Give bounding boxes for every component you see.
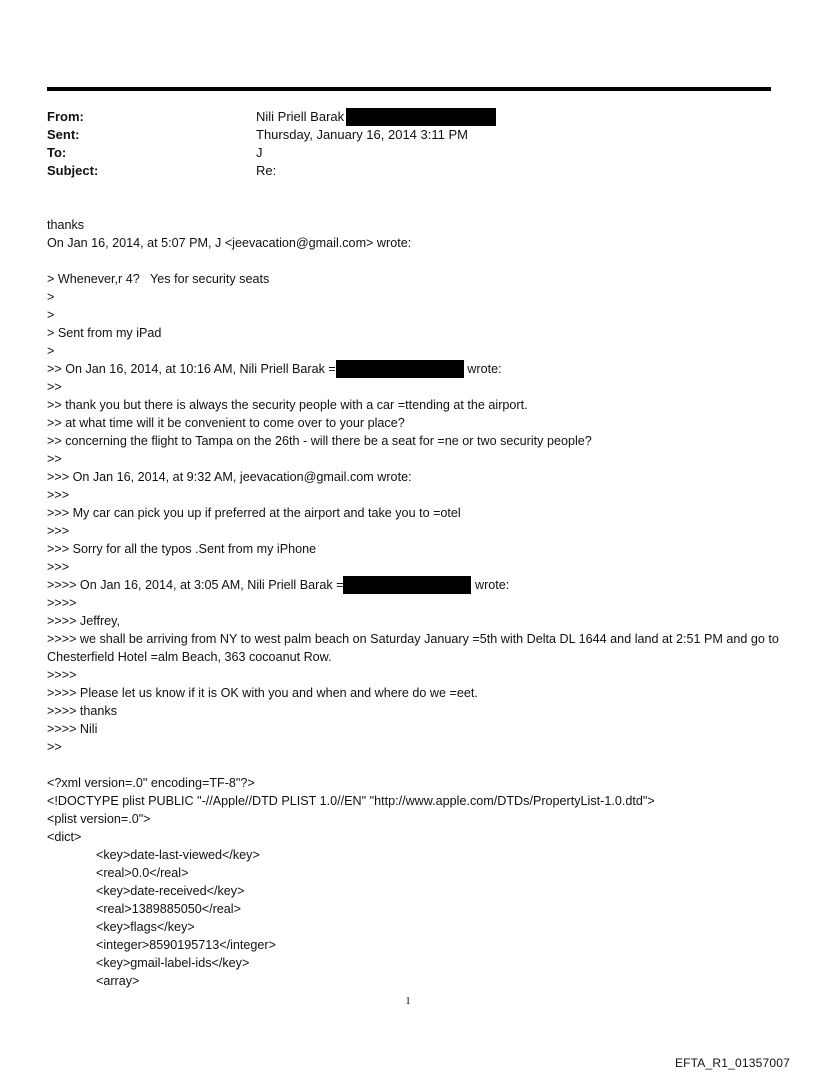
subject-value: Re: bbox=[256, 163, 277, 178]
plist-line: <real>1389885050</real> bbox=[96, 902, 241, 916]
body-line: <?xml version=.0" encoding=TF-8"?> bbox=[47, 776, 255, 790]
redaction-box bbox=[346, 108, 496, 126]
plist-line: <key>date-last-viewed</key> bbox=[96, 848, 260, 862]
body-line: >>>> bbox=[47, 596, 77, 610]
body-line: >>> bbox=[47, 488, 70, 502]
header-rule bbox=[47, 87, 771, 91]
body-line: > bbox=[47, 308, 55, 322]
body-line: >> bbox=[47, 380, 62, 394]
body-line: On Jan 16, 2014, at 5:07 PM, J <jeevacation@gmail.com> wrote: bbox=[47, 236, 412, 250]
subject-label: Subject: bbox=[47, 163, 99, 178]
body-line: >> at what time will it be convenient to come over to your place? bbox=[47, 416, 405, 430]
redacted-line-prefix: >>>> On Jan 16, 2014, at 3:05 AM, Nili Priell Barak = bbox=[47, 578, 344, 592]
body-line: <plist version=.0"> bbox=[47, 812, 151, 826]
to-label: To: bbox=[47, 145, 67, 160]
body-line: >>>> we shall be arriving from NY to west palm beach on Saturday January =5th with Delta DL 1644 and land at 2:51 PM and go to Chesterfield Hotel =alm Beach, 363 cocoanut Row. bbox=[47, 632, 783, 664]
body-line: >> bbox=[47, 452, 62, 466]
body-line: >>> My car can pick you up if preferred at the airport and take you to =otel bbox=[47, 506, 461, 520]
plist-line: <array> bbox=[96, 974, 140, 988]
body-line: <!DOCTYPE plist PUBLIC "-//Apple//DTD PLIST 1.0//EN" "http://www.apple.com/DTDs/PropertyList-1.0.dtd"> bbox=[47, 794, 655, 808]
body-line: >>> Sorry for all the typos .Sent from my iPhone bbox=[47, 542, 317, 556]
redacted-line-prefix: >> On Jan 16, 2014, at 10:16 AM, Nili Priell Barak = bbox=[47, 362, 336, 376]
from-row bbox=[47, 108, 771, 126]
from-value: Nili Priell Barak bbox=[256, 109, 345, 124]
from-label: From: bbox=[47, 109, 84, 124]
body-line: > bbox=[47, 344, 55, 358]
body-line-redacted bbox=[47, 360, 787, 378]
body-line: >>>> Nili bbox=[47, 722, 98, 736]
email-header bbox=[47, 108, 771, 180]
sent-label: Sent: bbox=[47, 127, 80, 142]
redacted-line-suffix: wrote: bbox=[463, 362, 502, 376]
redaction-box bbox=[343, 576, 471, 594]
body-line: >>>> thanks bbox=[47, 704, 118, 718]
sent-row bbox=[47, 126, 771, 144]
plist-line: <key>gmail-label-ids</key> bbox=[96, 956, 250, 970]
body-line: >>> On Jan 16, 2014, at 9:32 AM, jeevacation@gmail.com wrote: bbox=[47, 470, 412, 484]
bates-number: EFTA_R1_01357007 bbox=[674, 1056, 790, 1070]
body-line: > Whenever,r 4? Yes for security seats bbox=[47, 272, 270, 286]
redacted-line-suffix: wrote: bbox=[471, 578, 510, 592]
page-number: 1 bbox=[405, 995, 411, 1007]
subject-row bbox=[47, 162, 771, 180]
redaction-box bbox=[336, 360, 464, 378]
body-line: thanks bbox=[47, 218, 85, 232]
to-row bbox=[47, 144, 771, 162]
body-line: >>>> bbox=[47, 668, 77, 682]
body-line: > bbox=[47, 290, 55, 304]
sent-value: Thursday, January 16, 2014 3:11 PM bbox=[256, 127, 468, 142]
body-line: >>>> Please let us know if it is OK with you and when and where do we =eet. bbox=[47, 686, 478, 700]
body-line: >> bbox=[47, 740, 62, 754]
plist-line: <key>date-received</key> bbox=[96, 884, 245, 898]
plist-line: <real>0.0</real> bbox=[96, 866, 189, 880]
body-line bbox=[47, 252, 787, 270]
body-line: >> concerning the flight to Tampa on the 26th - will there be a seat for =ne or two security people? bbox=[47, 434, 592, 448]
email-body bbox=[47, 216, 787, 990]
plist-line: <key>flags</key> bbox=[96, 920, 195, 934]
body-line: >>> bbox=[47, 560, 70, 574]
body-line bbox=[47, 756, 787, 774]
body-line: <dict> bbox=[47, 830, 82, 844]
to-value: J bbox=[256, 145, 263, 160]
body-line: >> thank you but there is always the security people with a car =ttending at the airport. bbox=[47, 398, 528, 412]
body-line: >>> bbox=[47, 524, 70, 538]
body-line: > Sent from my iPad bbox=[47, 326, 162, 340]
body-line: >>>> Jeffrey, bbox=[47, 614, 121, 628]
body-line-redacted bbox=[47, 576, 787, 594]
plist-line: <integer>8590195713</integer> bbox=[96, 938, 276, 952]
